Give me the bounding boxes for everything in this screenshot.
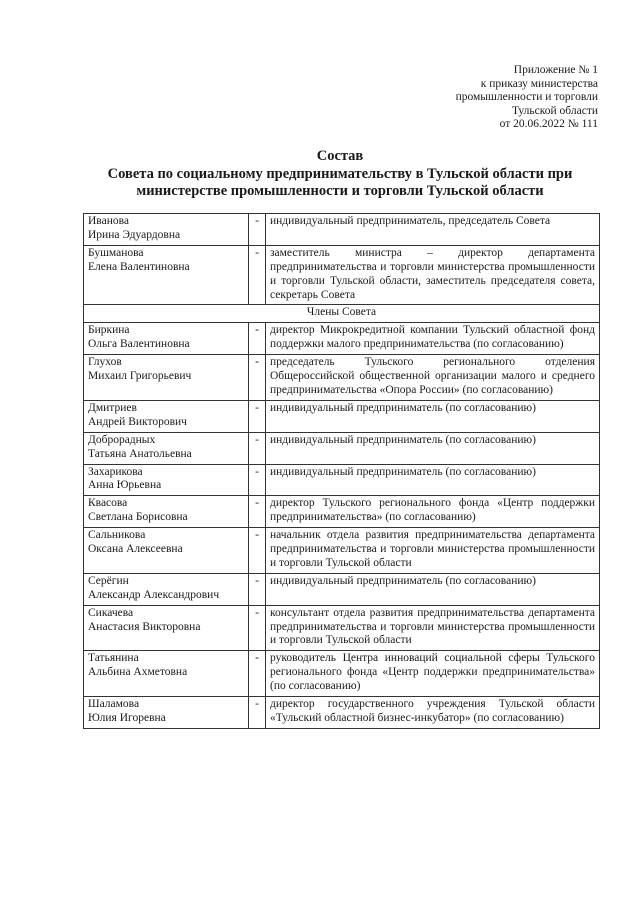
member-surname: Сикачева xyxy=(88,606,134,619)
appendix-line: Приложение № 1 xyxy=(513,64,598,76)
member-row xyxy=(84,528,600,574)
member-name xyxy=(84,432,249,464)
title-line: Совета по социальному предпринимательству в Тульской области при xyxy=(107,165,573,182)
member-given-names: Ольга Валентиновна xyxy=(88,338,190,351)
title-line: министерстве промышленности и торговли Тульской области xyxy=(136,183,544,199)
member-given-names: Светлана Борисовна xyxy=(88,511,188,524)
dash-separator: - xyxy=(249,697,266,729)
member-row xyxy=(84,697,600,729)
member-given-names: Александр Александрович xyxy=(88,588,220,601)
member-surname: Сальникова xyxy=(88,529,146,542)
council-members-body xyxy=(84,214,600,729)
dash-separator: - xyxy=(249,245,266,305)
member-row xyxy=(84,651,600,697)
member-role: индивидуальный предприниматель (по согласованию) xyxy=(266,432,600,464)
member-given-names: Анна Юрьевна xyxy=(88,479,162,492)
appendix-line: Тульской области xyxy=(511,104,598,117)
dash-separator: - xyxy=(249,573,266,605)
member-row xyxy=(84,605,600,651)
member-row xyxy=(84,245,600,305)
member-role: индивидуальный предприниматель (по согласованию) xyxy=(266,400,600,432)
member-given-names: Михаил Григорьевич xyxy=(88,370,192,383)
section-row xyxy=(84,305,600,323)
dash-separator: - xyxy=(249,605,266,651)
member-row xyxy=(84,214,600,246)
member-role: руководитель Центра инноваций социальной сферы Тульского регионального фонда «Центр поддержки предпринимательства» (по согласованию) xyxy=(266,651,600,697)
member-role: начальник отдела развития предпринимательства департамента предпринимательства и торговли министерства промышленности и торговли Тульской области xyxy=(266,528,600,574)
dash-separator: - xyxy=(249,355,266,401)
member-name xyxy=(84,400,249,432)
appendix-line: от 20.06.2022 № 111 xyxy=(499,118,598,131)
member-name xyxy=(84,496,249,528)
member-name xyxy=(84,528,249,574)
dash-separator: - xyxy=(249,323,266,355)
member-surname: Серёгин xyxy=(88,574,129,587)
member-given-names: Татьяна Анатольевна xyxy=(88,447,192,460)
member-surname: Доброрадных xyxy=(88,433,156,446)
member-name xyxy=(84,323,249,355)
member-row xyxy=(84,496,600,528)
member-role: директор Микрокредитной компании Тульский областной фонд поддержки малого предпринимательства (по согласованию) xyxy=(266,323,600,355)
dash-separator: - xyxy=(249,528,266,574)
member-given-names: Альбина Ахметовна xyxy=(88,666,188,679)
appendix-line: к приказу министерства xyxy=(480,77,598,90)
appendix-line: промышленности и торговли xyxy=(455,91,598,104)
dash-separator: - xyxy=(249,651,266,697)
dash-separator: - xyxy=(249,432,266,464)
member-surname: Татьянина xyxy=(88,652,139,665)
member-row xyxy=(84,464,600,496)
member-row xyxy=(84,355,600,401)
member-surname: Биркина xyxy=(88,324,130,337)
section-label: Члены Совета xyxy=(84,305,600,323)
member-row xyxy=(84,323,600,355)
member-row xyxy=(84,400,600,432)
member-role: индивидуальный предприниматель (по согласованию) xyxy=(266,573,600,605)
member-role: консультант отдела развития предпринимательства департамента предпринимательства и торговли министерства промышленности и торговли Тульской области xyxy=(266,605,600,651)
member-role: индивидуальный предприниматель, председатель Совета xyxy=(266,214,600,246)
member-surname: Захарикова xyxy=(88,465,143,478)
member-role: индивидуальный предприниматель (по согласованию) xyxy=(266,464,600,496)
member-role: директор Тульского регионального фонда «Центр поддержки предпринимательства» (по согласованию) xyxy=(266,496,600,528)
member-surname: Иванова xyxy=(88,215,129,227)
dash-separator: - xyxy=(249,214,266,246)
member-name xyxy=(84,464,249,496)
member-given-names: Анастасия Викторовна xyxy=(88,620,201,633)
member-given-names: Юлия Игоревна xyxy=(88,712,166,724)
member-given-names: Оксана Алексеевна xyxy=(88,543,183,556)
council-members-table xyxy=(83,213,600,729)
member-name xyxy=(84,355,249,401)
member-given-names: Ирина Эдуардовна xyxy=(88,228,181,241)
member-surname: Дмитриев xyxy=(88,401,137,414)
member-row xyxy=(84,432,600,464)
document-title xyxy=(80,148,600,201)
member-role: председатель Тульского регионального отделения Общероссийской общественной организации малого и среднего предпринимательства «Опора России» (по согласованию) xyxy=(266,355,600,401)
member-name xyxy=(84,214,249,246)
dash-separator: - xyxy=(249,496,266,528)
member-surname: Шаламова xyxy=(88,698,140,711)
member-role: директор государственного учреждения Тульской области «Тульский областной бизнес-инкубатор» (по согласованию) xyxy=(266,697,600,729)
member-given-names: Елена Валентиновна xyxy=(88,260,190,273)
member-name xyxy=(84,573,249,605)
member-row xyxy=(84,573,600,605)
title-line: Состав xyxy=(316,148,364,164)
appendix-header xyxy=(358,64,598,132)
member-name xyxy=(84,245,249,305)
member-name xyxy=(84,605,249,651)
member-name xyxy=(84,697,249,729)
member-surname: Бушманова xyxy=(88,246,144,259)
member-name xyxy=(84,651,249,697)
dash-separator: - xyxy=(249,400,266,432)
member-role: заместитель министра – директор департамента предпринимательства и торговли министерства промышленности и торговли Тульской области, заместитель председателя совета, секретарь Совета xyxy=(266,245,600,305)
member-surname: Квасова xyxy=(88,497,128,510)
member-surname: Глухов xyxy=(88,356,122,369)
dash-separator: - xyxy=(249,464,266,496)
member-given-names: Андрей Викторович xyxy=(88,415,187,428)
